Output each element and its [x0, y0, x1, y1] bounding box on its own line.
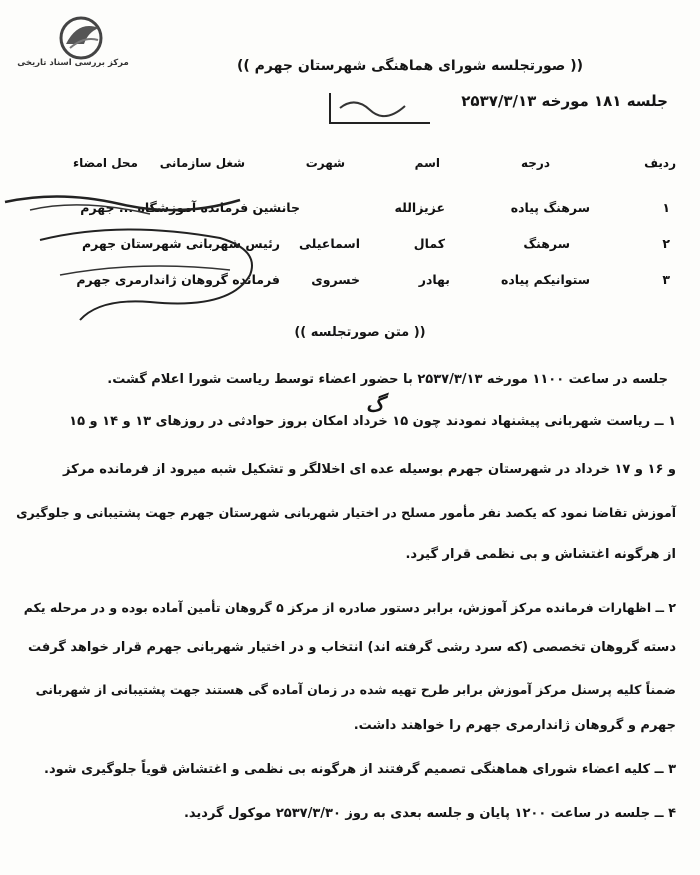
session-line: جلسه ۱۸۱ مورخه ۲۵۳۷/۳/۱۳	[461, 92, 668, 110]
header-signature: محل امضاء	[73, 156, 138, 170]
item1-line2: و ۱۶ و ۱۷ خرداد در شهرستان جهرم بوسیله عده ای اخلالگر و تشکیل شبه میرود از فرمانده مرکز	[62, 462, 676, 477]
intro-line: جلسه در ساعت ۱۱۰۰ مورخه ۲۵۳۷/۳/۱۳ با حضور اعضاء توسط ریاست شورا اعلام گشت.	[107, 372, 668, 387]
row2-rank: سرهنگ	[523, 236, 570, 251]
row3-surname: خسروی	[311, 272, 360, 287]
header-rank: درجه	[521, 156, 550, 170]
header-surname: شهرت	[305, 156, 345, 170]
row3-name: بهادر	[418, 272, 450, 287]
item1-line1: ۱ ــ ریاست شهربانی پیشنهاد نمودند چون ۱۵ خرداد امکان بروز حوادثی در روزهای ۱۳ و ۱۴ و ۱۵	[69, 414, 676, 429]
item2-line3: ضمناً کلیه پرسنل مرکز آموزش برابر طرح تهیه شده در زمان آماده گی هستند جهت پشتیبانی از شهربانی	[35, 682, 676, 697]
row3-number: ۳	[662, 272, 670, 287]
header-job: شغل سازمانی	[159, 156, 245, 170]
margin-note: گ	[366, 392, 384, 416]
header-row-number: ردیف	[644, 156, 676, 170]
item1-line3: آموزش تقاضا نمود که یکصد نفر مأمور مسلح در اختیار شهربانی شهرستان جهرم جهت پشتیبانی و جلوگیری	[16, 505, 676, 520]
item2-line2: دسته گروهان تخصصی (که سرد رشی گرفته اند) انتخاب و در اختیار شهربانی جهرم قرار خواهد گرفت	[27, 640, 676, 655]
row1-rank: سرهنگ پیاده	[510, 200, 590, 215]
document-title: (( صورتجلسه شورای هماهنگی شهرستان جهرم ))	[236, 58, 584, 74]
row2-surname: اسماعیلی	[298, 236, 360, 251]
row2-number: ۲	[662, 236, 670, 251]
row3-rank: ستوانیکم پیاده	[500, 272, 590, 287]
archive-logo-icon	[44, 14, 118, 78]
item2-line1: ۲ ــ اظهارات فرمانده مرکز آموزش، برابر دستور صادره از مرکز ۵ گروهان تأمین آماده بوده و در مرحله یکم	[23, 600, 676, 615]
row3-job: فرمانده گروهان ژاندارمری جهرم	[76, 272, 280, 287]
item3-line: ۳ ــ کلیه اعضاء شورای هماهنگی تصمیم گرفتند از هرگونه بی نظمی و اغتشاش قویاً جلوگیری شود.	[44, 762, 676, 777]
row1-job: جانشین فرمانده آموزشگاه ... جهرم	[80, 200, 300, 215]
minutes-title: (( متن صورتجلسه ))	[294, 325, 426, 340]
row2-job: رئیس شهربانی شهرستان جهرم	[81, 236, 280, 251]
header-name: اسم	[414, 156, 440, 170]
row2-name: کمال	[413, 236, 445, 251]
item1-line4: از هرگونه اغتشاش و بی نظمی قرار گیرد.	[405, 547, 676, 562]
stamp-scribble	[325, 88, 435, 128]
logo-caption: مرکز بررسی اسناد تاریخی	[17, 58, 129, 68]
item2-line4: جهرم و گروهان ژاندارمری جهرم را خواهند داشت.	[353, 718, 676, 733]
item4-line: ۴ ــ جلسه در ساعت ۱۲۰۰ پایان و جلسه بعدی به روز ۲۵۳۷/۳/۳۰ موکول گردید.	[183, 806, 676, 821]
row1-name: عزیزالله	[394, 200, 445, 215]
row1-number: ۱	[662, 200, 670, 215]
